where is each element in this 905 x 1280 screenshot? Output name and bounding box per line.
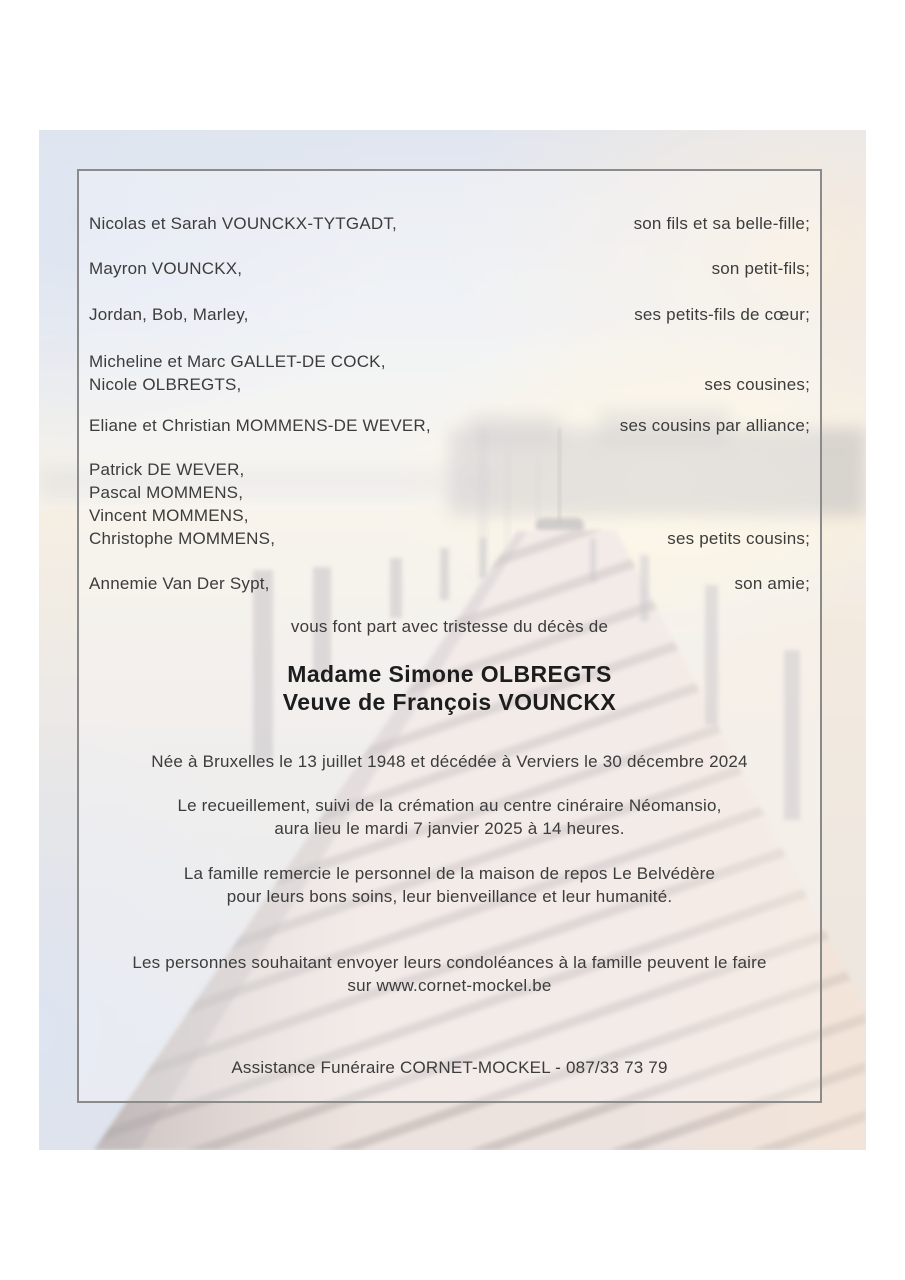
funeral-home-line: Assistance Funéraire CORNET-MOCKEL - 087/33 73 79 (231, 1058, 668, 1077)
family-name-line: Jordan, Bob, Marley, (89, 305, 249, 324)
relation-label: son amie; (734, 574, 810, 593)
deceased-subtitle: Veuve de François VOUNCKX (282, 689, 617, 715)
family-row (89, 350, 810, 396)
family-name-line: Vincent MOMMENS, (89, 506, 249, 525)
thanks-paragraph (89, 862, 810, 908)
relation-label: ses cousins par alliance; (619, 416, 810, 435)
family-names (89, 303, 249, 326)
ceremony-line: aura lieu le mardi 7 janvier 2025 à 14 heures. (274, 819, 625, 838)
family-row (89, 458, 810, 550)
family-names (89, 572, 270, 595)
deceased-title (89, 660, 810, 716)
family-names (89, 414, 431, 437)
family-name-line: Mayron VOUNCKX, (89, 259, 243, 278)
family-name-line: Pascal MOMMENS, (89, 483, 244, 502)
family-names (89, 257, 242, 280)
deceased-name: Madame Simone OLBREGTS (287, 661, 612, 687)
family-names (89, 212, 397, 235)
relation-label: son fils et sa belle-fille; (633, 214, 810, 233)
thanks-line: pour leurs bons soins, leur bienveillance et leur humanité. (226, 887, 673, 906)
condolences-paragraph (89, 951, 810, 997)
background-photo (39, 130, 866, 1150)
life-dates: Née à Bruxelles le 13 juillet 1948 et décédée à Verviers le 30 décembre 2024 (151, 752, 748, 771)
family-row (89, 572, 810, 595)
family-name-line: Annemie Van Der Sypt, (89, 574, 270, 593)
family-name-line: Nicole OLBREGTS, (89, 375, 242, 394)
family-name-line: Christophe MOMMENS, (89, 529, 276, 548)
condolences-website: sur www.cornet-mockel.be (347, 976, 552, 995)
relation-label: son petit-fils; (711, 259, 810, 278)
announcement-card (77, 169, 822, 1103)
relation-label: ses petits cousins; (667, 529, 810, 548)
family-row (89, 303, 810, 326)
family-row (89, 414, 810, 437)
ceremony-line: Le recueillement, suivi de la crémation au centre cinéraire Néomansio, (177, 796, 722, 815)
family-name-line: Eliane et Christian MOMMENS-DE WEVER, (89, 416, 431, 435)
relation-label: ses cousines; (704, 375, 810, 394)
ceremony-paragraph (89, 794, 810, 840)
family-row (89, 212, 810, 235)
family-name-line: Nicolas et Sarah VOUNCKX-TYTGADT, (89, 214, 397, 233)
family-names (89, 458, 275, 550)
intro-line: vous font part avec tristesse du décès de (290, 617, 609, 636)
family-row (89, 257, 810, 280)
relation-label: ses petits-fils de cœur; (634, 305, 810, 324)
family-name-line: Patrick DE WEVER, (89, 460, 245, 479)
thanks-line: La famille remercie le personnel de la maison de repos Le Belvédère (183, 864, 716, 883)
family-names (89, 350, 386, 396)
condolences-line: Les personnes souhaitant envoyer leurs condoléances à la famille peuvent le faire (132, 953, 767, 972)
family-name-line: Micheline et Marc GALLET-DE COCK, (89, 352, 386, 371)
